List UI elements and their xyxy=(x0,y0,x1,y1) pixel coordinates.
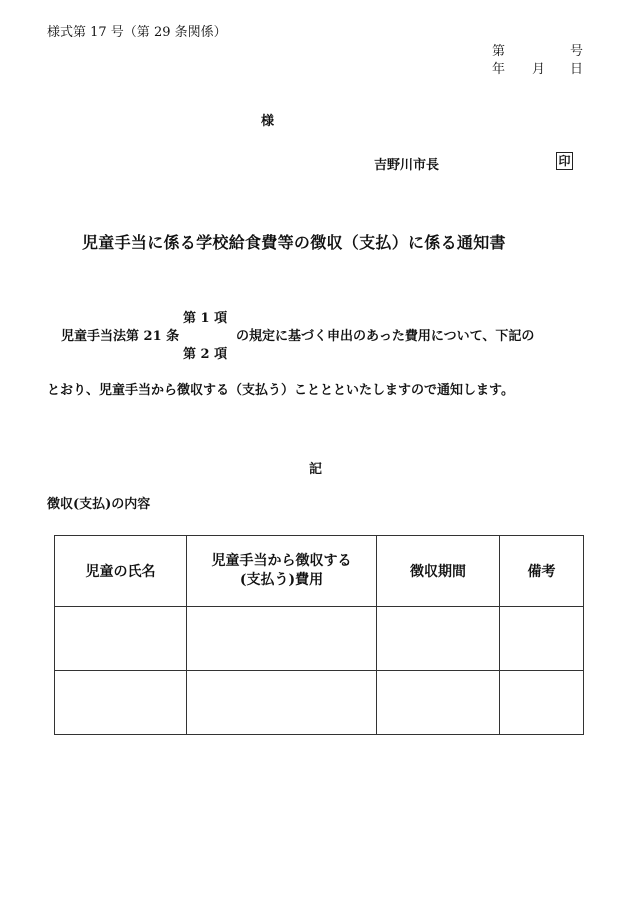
date-month-label: 月 xyxy=(532,62,546,77)
table-cell[interactable] xyxy=(187,671,377,735)
content-table xyxy=(54,535,584,735)
sender-name: 吉野川市長 xyxy=(374,158,440,173)
content-section-label: 徴収(支払)の内容 xyxy=(47,497,151,512)
seal-mark: 印 xyxy=(556,152,573,170)
table-cell[interactable] xyxy=(500,671,584,735)
table-cell[interactable] xyxy=(377,671,500,735)
clause-1-label: 第 1 項 xyxy=(183,311,228,326)
ki-heading: 記 xyxy=(309,462,323,477)
header-deduction-cost-line-2: (支払う)費用 xyxy=(239,572,324,588)
table-cell[interactable] xyxy=(377,607,500,671)
table-cell[interactable] xyxy=(500,607,584,671)
table-row xyxy=(55,607,584,671)
header-deduction-cost-line-1: 児童手当から徴収する xyxy=(211,553,352,569)
header-child-name: 児童の氏名 xyxy=(55,536,187,607)
law-reference: 児童手当法第 21 条 xyxy=(61,329,180,344)
body-text-line-2: とおり、児童手当から徴収する（支払う）こととといたしますので通知します。 xyxy=(47,383,514,398)
table-row xyxy=(55,671,584,735)
clause-2-label: 第 2 項 xyxy=(183,347,228,362)
table-header-row xyxy=(55,536,584,607)
addressee-honorific: 様 xyxy=(261,114,275,129)
document-number-label: 第 xyxy=(492,44,506,59)
law-continuation-text: の規定に基づく申出のあった費用について、下記の xyxy=(236,329,535,344)
document-title: 児童手当に係る学校給食費等の徴収（支払）に係る通知書 xyxy=(82,233,506,252)
table-cell[interactable] xyxy=(55,671,187,735)
header-remarks: 備考 xyxy=(500,536,584,607)
date-year-label: 年 xyxy=(492,62,506,77)
table-cell[interactable] xyxy=(55,607,187,671)
table-cell[interactable] xyxy=(187,607,377,671)
date-day-label: 日 xyxy=(570,62,584,77)
header-collection-period: 徴収期間 xyxy=(377,536,500,607)
form-number-label: 様式第 17 号（第 29 条関係） xyxy=(47,25,227,40)
header-deduction-cost xyxy=(187,536,377,607)
document-number-suffix: 号 xyxy=(570,44,584,59)
